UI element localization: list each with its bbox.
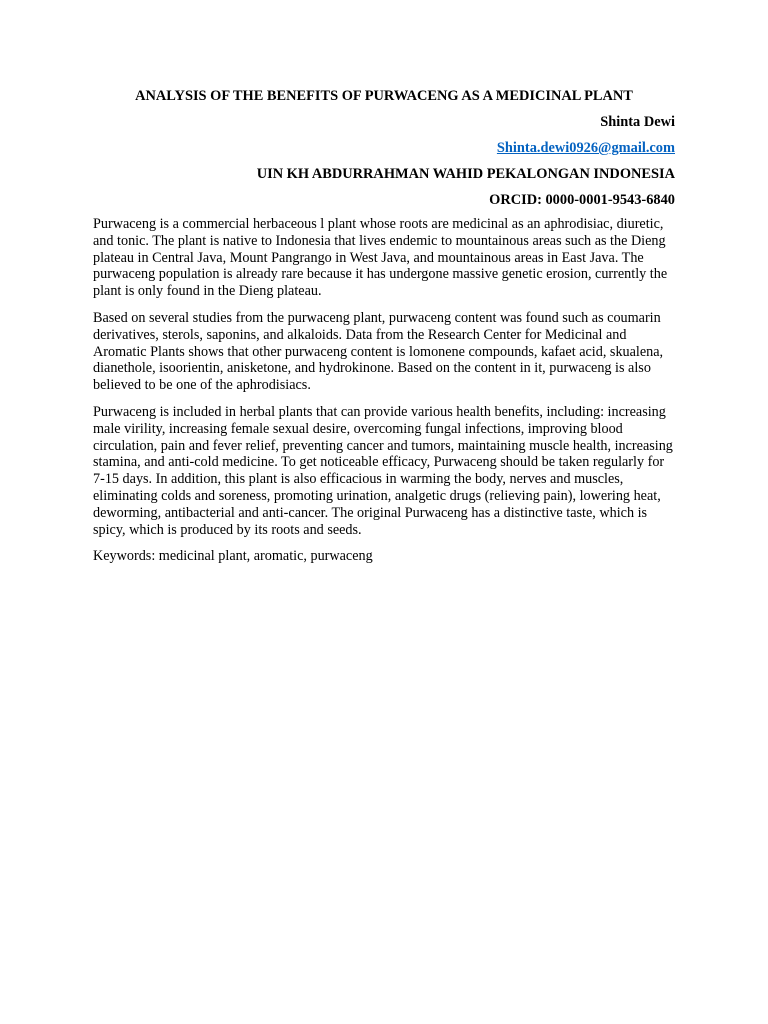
author-name: Shinta Dewi — [600, 114, 675, 130]
author-orcid: ORCID: 0000-0001-9543-6840 — [489, 192, 675, 208]
keywords-line: Keywords: medicinal plant, aromatic, purwaceng — [93, 548, 373, 565]
abstract-paragraph: Purwaceng is included in herbal plants that can provide various health benefits, including: increasing male virility, increasing female sexual desire, overcoming fungal infections, improving blood circulation, pain and fever relief, preventing cancer and tumors, maintaining muscle health, increasing stamina, and anti-cold medicine. To get noticeable efficacy, Purwaceng should be taken regularly for 7-15 days. In addition, this plant is also efficacious in warming the body, nerves and muscles, eliminating colds and soreness, promoting urination, analgetic drugs (relieving pain), lowering heat, deworming, antibacterial and anti-cancer. The original Purwaceng has a distinctive taste, which is spicy, which is produced by its roots and seeds. — [93, 403, 673, 538]
author-email-link[interactable]: Shinta.dewi0926@gmail.com — [496, 140, 675, 156]
document-page — [93, 86, 675, 565]
author-email-line — [93, 138, 675, 158]
abstract-paragraph: Purwaceng is a commercial herbaceous l plant whose roots are medicinal as an aphrodisiac, diuretic, and tonic. The plant is native to Indonesia that lives endemic to mountainous areas such as the Dieng plateau in Central Java, Mount Pangrango in West Java, and mountainous areas in East Java. The purwaceng population is already rare because it has undergone massive genetic erosion, currently the plant is only found in the Dieng plateau. — [93, 216, 668, 300]
abstract-paragraph: Based on several studies from the purwaceng plant, purwaceng content was found such as coumarin derivatives, sterols, saponins, and alkaloids. Data from the Research Center for Medicinal and Aromatic Plants shows that other purwaceng content is lomonene compounds, kafaet acid, skualena, dianethole, isoorientin, anisketone, and hydrokinone. Based on the content in it, purwaceng is also believed to be one of the aphrodisiacs. — [93, 309, 664, 394]
author-affiliation: UIN KH ABDURRAHMAN WAHID PEKALONGAN INDONESIA — [256, 166, 675, 182]
paper-title: ANALYSIS OF THE BENEFITS OF PURWACENG AS A MEDICINAL PLANT — [135, 88, 633, 104]
